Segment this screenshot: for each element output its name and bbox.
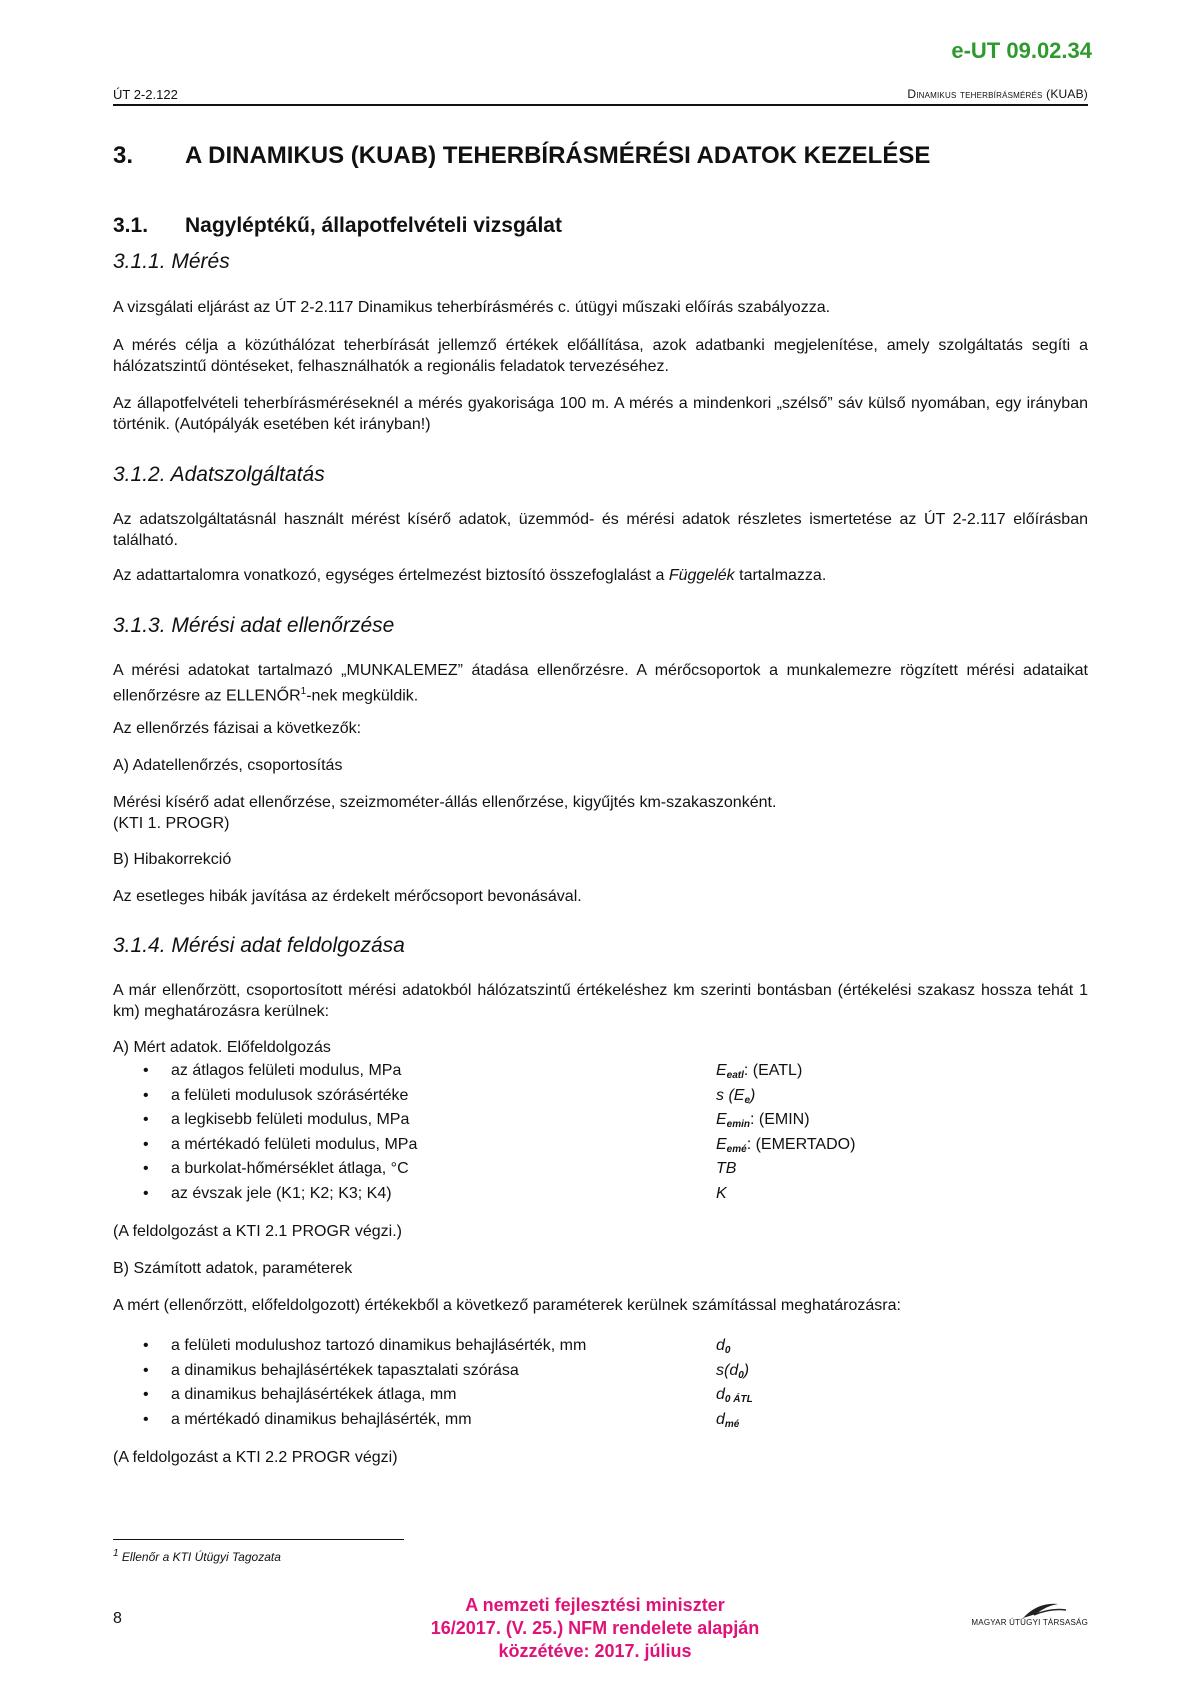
list-item	[143, 1060, 401, 1081]
subsection-heading-311: 3.1.1. Mérés	[113, 250, 230, 273]
paragraph: Mérési kísérő adat ellenőrzése, szeizmométer-állás ellenőrzése, kigyűjtés km-szakaszonként.	[113, 794, 777, 811]
list-label: B) Hibakorrekció	[113, 851, 232, 868]
bullet-icon: •	[143, 1062, 149, 1079]
paragraph: (KTI 1. PROGR)	[113, 815, 230, 832]
list-item-text: a felületi modulushoz tartozó dinamikus behajlásérték, mm	[171, 1337, 587, 1354]
bullet-icon: •	[143, 1184, 149, 1202]
paragraph: (A feldolgozást a KTI 2.1 PROGR végzi.)	[113, 1223, 403, 1240]
list-item-text: az átlagos felületi modulus, MPa	[171, 1062, 402, 1079]
publication-note: A nemzeti fejlesztési miniszter 16/2017. (V. 25.) NFM rendelete alapján közzétéve: 2017. július	[430, 1595, 760, 1661]
list-item	[143, 1109, 409, 1130]
section-title: Nagyléptékű, állapotfelvételi vizsgálat	[185, 214, 562, 237]
bullet-icon: •	[143, 1111, 149, 1128]
list-item-symbol: $E_{emin}$: (EMIN)	[716, 1111, 810, 1130]
list-item-text: a legkisebb felületi modulus, MPa	[171, 1111, 410, 1128]
header-title: Dinamikus teherbírásmérés (KUAB)	[907, 87, 1088, 101]
list-item-text: a dinamikus behajlásértékek tapasztalati szórása	[171, 1361, 519, 1379]
bullet-icon: •	[143, 1135, 149, 1153]
subsection-heading-314: 3.1.4. Mérési adat feldolgozása	[113, 934, 405, 957]
list-item-symbol: $E_{eatl}$: (EATL)	[716, 1062, 803, 1081]
list-item-symbol: $d_0$	[716, 1337, 731, 1356]
list-item-symbol: s $(E_e)$	[716, 1086, 756, 1106]
list-item-symbol: TB	[716, 1160, 737, 1177]
paragraph: Az ellenőrzés fázisai a következők:	[113, 720, 362, 737]
paragraph: Az adatszolgáltatásnál használt mérést kísérő adatok, üzemmód- és mérési adatok részletes ismertetése az ÚT 2-2.117 előírásban található.	[113, 511, 1088, 549]
bullet-icon: •	[143, 1086, 149, 1104]
paragraph: A mérés célja a közúthálózat teherbírását jellemző értékek előállítása, azok adatbanki megjelenítése, amely szolgáltatás segíti a hálózatszintű döntéseket, felhasználhatók a regionális feladatok tervezéséhez.	[113, 337, 1088, 375]
paragraph: A mért (ellenőrzött, előfeldolgozott) értékekből a következő paraméterek kerülnek számítással meghatározásra:	[113, 1297, 901, 1314]
list-item-text: a felületi modulusok szórásértéke	[171, 1086, 409, 1104]
document-code: e-UT 09.02.34	[951, 38, 1092, 63]
list-label: A) Adatellenőrzés, csoportosítás	[113, 757, 343, 774]
list-item-symbol: $s(d_0)$	[716, 1361, 750, 1381]
appendix-reference: Függelék	[668, 567, 735, 584]
chapter-heading	[113, 142, 930, 170]
paragraph: (A feldolgozást a KTI 2.2 PROGR végzi)	[113, 1449, 398, 1466]
subsection-heading-312: 3.1.2. Adatszolgáltatás	[113, 463, 325, 486]
list-item-symbol: $d_{0 ÁTL}$	[716, 1386, 753, 1405]
paragraph: A már ellenőrzött, csoportosított mérési adatokból hálózatszintű értékeléshez km szerinti bontásban (értékelési szakasz hossza tehát 1 km) meghatározásra kerülnek:	[113, 982, 1088, 1020]
bullet-icon: •	[143, 1361, 149, 1379]
list-item	[143, 1134, 417, 1155]
list-item-symbol: $E_{emé}$: (EMERTADO)	[716, 1135, 856, 1155]
header-standard-number: ÚT 2-2.122	[113, 87, 178, 102]
list-item	[143, 1409, 472, 1430]
section-heading	[113, 214, 562, 238]
list-label: B) Számított adatok, paraméterek	[113, 1260, 353, 1277]
bullet-icon: •	[143, 1337, 149, 1354]
list-item-text: az évszak jele (K1; K2; K3; K4)	[171, 1184, 392, 1202]
bullet-icon: •	[143, 1386, 149, 1403]
chapter-title: A DINAMIKUS (KUAB) TEHERBÍRÁSMÉRÉSI ADATOK KEZELÉSE	[185, 142, 931, 169]
paragraph: Az adattartalomra vonatkozó, egységes értelmezést biztosító összefoglalást a Függelék tartalmazza.	[113, 567, 827, 584]
list-item-symbol: K	[716, 1184, 727, 1202]
list-item	[143, 1085, 408, 1106]
footnote-rule	[113, 1539, 404, 1540]
section-number: 3.1.	[113, 214, 149, 237]
footnote: $^1$ Ellenőr a KTI Útügyi Tagozata	[113, 1548, 281, 1564]
paragraph: Az állapotfelvételi teherbírásméréseknél a mérés gyakorisága 100 m. A mérés a mindenkori „szélső” sáv külső nyomában, egy irányban történik. (Autópályák esetében két irányban!)	[113, 395, 1088, 433]
list-item-symbol: $d_{mé}$	[716, 1410, 740, 1430]
list-item-text: a burkolat-hőmérséklet átlaga, °C	[171, 1160, 409, 1177]
chapter-number: 3.	[113, 142, 134, 169]
list-item	[143, 1384, 456, 1405]
footnote-marker: 1	[300, 686, 307, 697]
society-logo-text: MAGYAR ÚTÜGYI TÁRSASÁG	[971, 1618, 1088, 1627]
paragraph: A mérési adatokat tartalmazó „MUNKALEMEZ” átadása ellenőrzésre. A mérőcsoportok a munkalemezre rögzített mérési adataikat ellenőrzésre az ELLENŐR$^1$-nek megküldik.	[113, 662, 1088, 705]
bullet-icon: •	[143, 1160, 149, 1177]
list-item	[143, 1158, 409, 1179]
list-item-text: a dinamikus behajlásértékek átlaga, mm	[171, 1386, 457, 1403]
list-item	[143, 1360, 519, 1381]
list-item-text: a mértékadó felületi modulus, MPa	[171, 1135, 418, 1153]
paragraph: Az esetleges hibák javítása az érdekelt mérőcsoport bevonásával.	[113, 888, 582, 905]
page-number: 8	[113, 1610, 122, 1627]
list-item	[143, 1183, 392, 1204]
header-rule	[113, 104, 1088, 106]
paragraph: A vizsgálati eljárást az ÚT 2-2.117 Dinamikus teherbírásmérés c. útügyi műszaki előírás szabályozza.	[113, 299, 831, 316]
bullet-icon: •	[143, 1410, 149, 1428]
list-item-text: a mértékadó dinamikus behajlásérték, mm	[171, 1410, 472, 1428]
list-label: A) Mért adatok. Előfeldolgozás	[113, 1039, 331, 1056]
list-item	[143, 1335, 586, 1356]
subsection-heading-313: 3.1.3. Mérési adat ellenőrzése	[113, 614, 395, 637]
